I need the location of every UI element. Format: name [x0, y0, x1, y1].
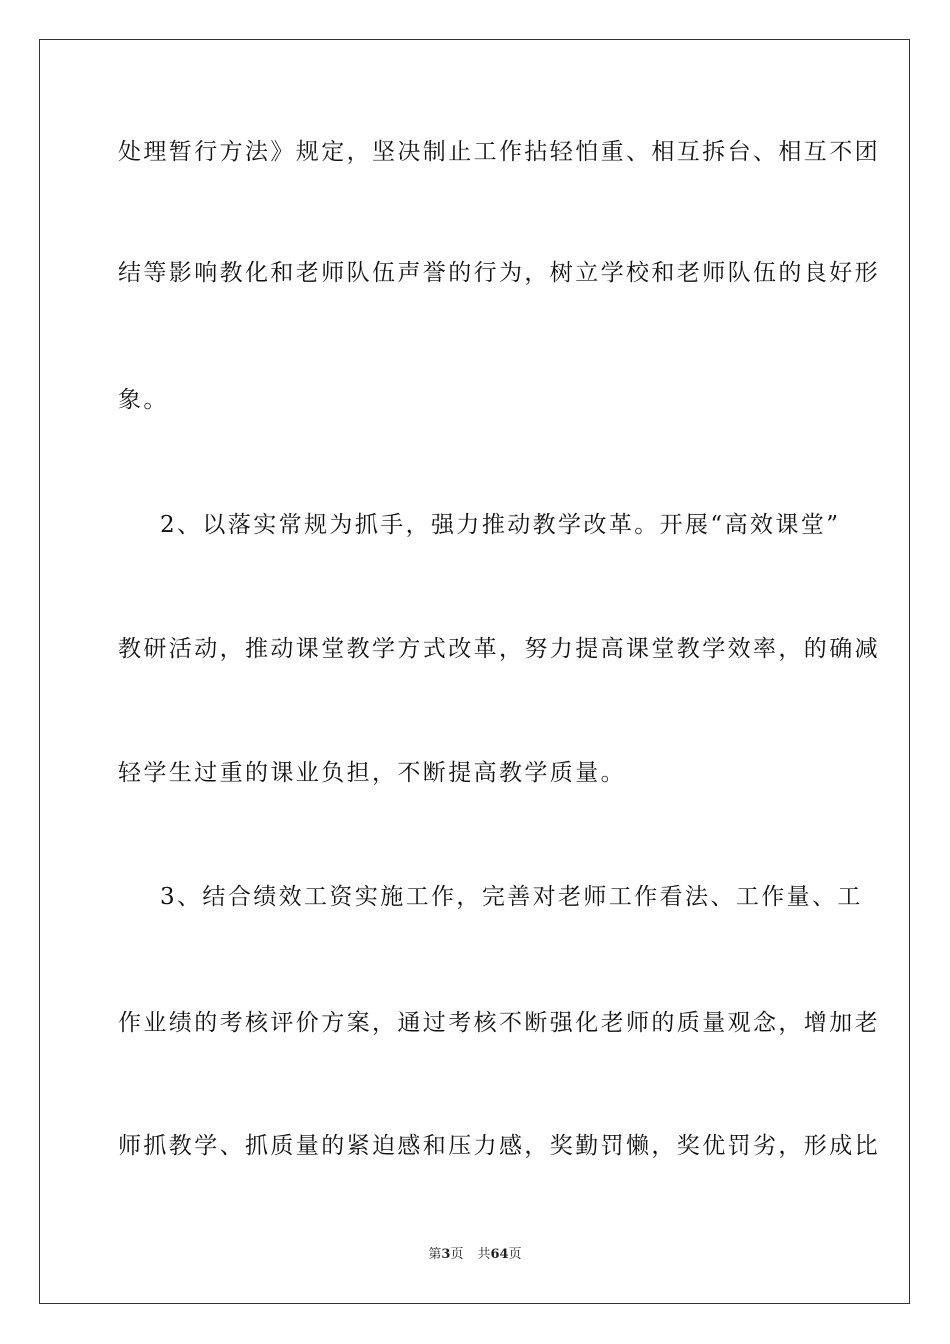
total-prefix: 共 [477, 1247, 491, 1262]
page-prefix: 第 [428, 1247, 442, 1262]
text-line: 象。 [118, 387, 169, 413]
page-suffix: 页 [450, 1247, 464, 1262]
text-line: 处理暂行方法》规定，坚决制止工作拈轻怕重、相互拆台、相互不团 [118, 139, 880, 165]
page-number: 3 [441, 1247, 451, 1262]
page-footer [0, 1246, 950, 1264]
text-line: 作业绩的考核评价方案，通过考核不断强化老师的质量观念，增加老 [118, 1010, 880, 1036]
text-line: 3、结合绩效工资实施工作，完善对老师工作看法、工作量、工 [160, 884, 863, 910]
page-border [39, 39, 910, 1304]
text-line: 师抓教学、抓质量的紧迫感和压力感，奖勤罚懒，奖优罚劣，形成比 [118, 1133, 880, 1159]
text-line: 2、以落实常规为抓手，强力推动教学改革。开展“高效课堂” [160, 512, 841, 538]
total-pages: 64 [490, 1247, 509, 1262]
total-suffix: 页 [508, 1247, 522, 1262]
text-line: 轻学生过重的课业负担，不断提高教学质量。 [118, 760, 626, 786]
text-line: 教研活动，推动课堂教学方式改革，努力提高课堂教学效率，的确减 [118, 636, 880, 662]
text-line: 结等影响教化和老师队伍声誉的行为，树立学校和老师队伍的良好形 [118, 260, 880, 286]
